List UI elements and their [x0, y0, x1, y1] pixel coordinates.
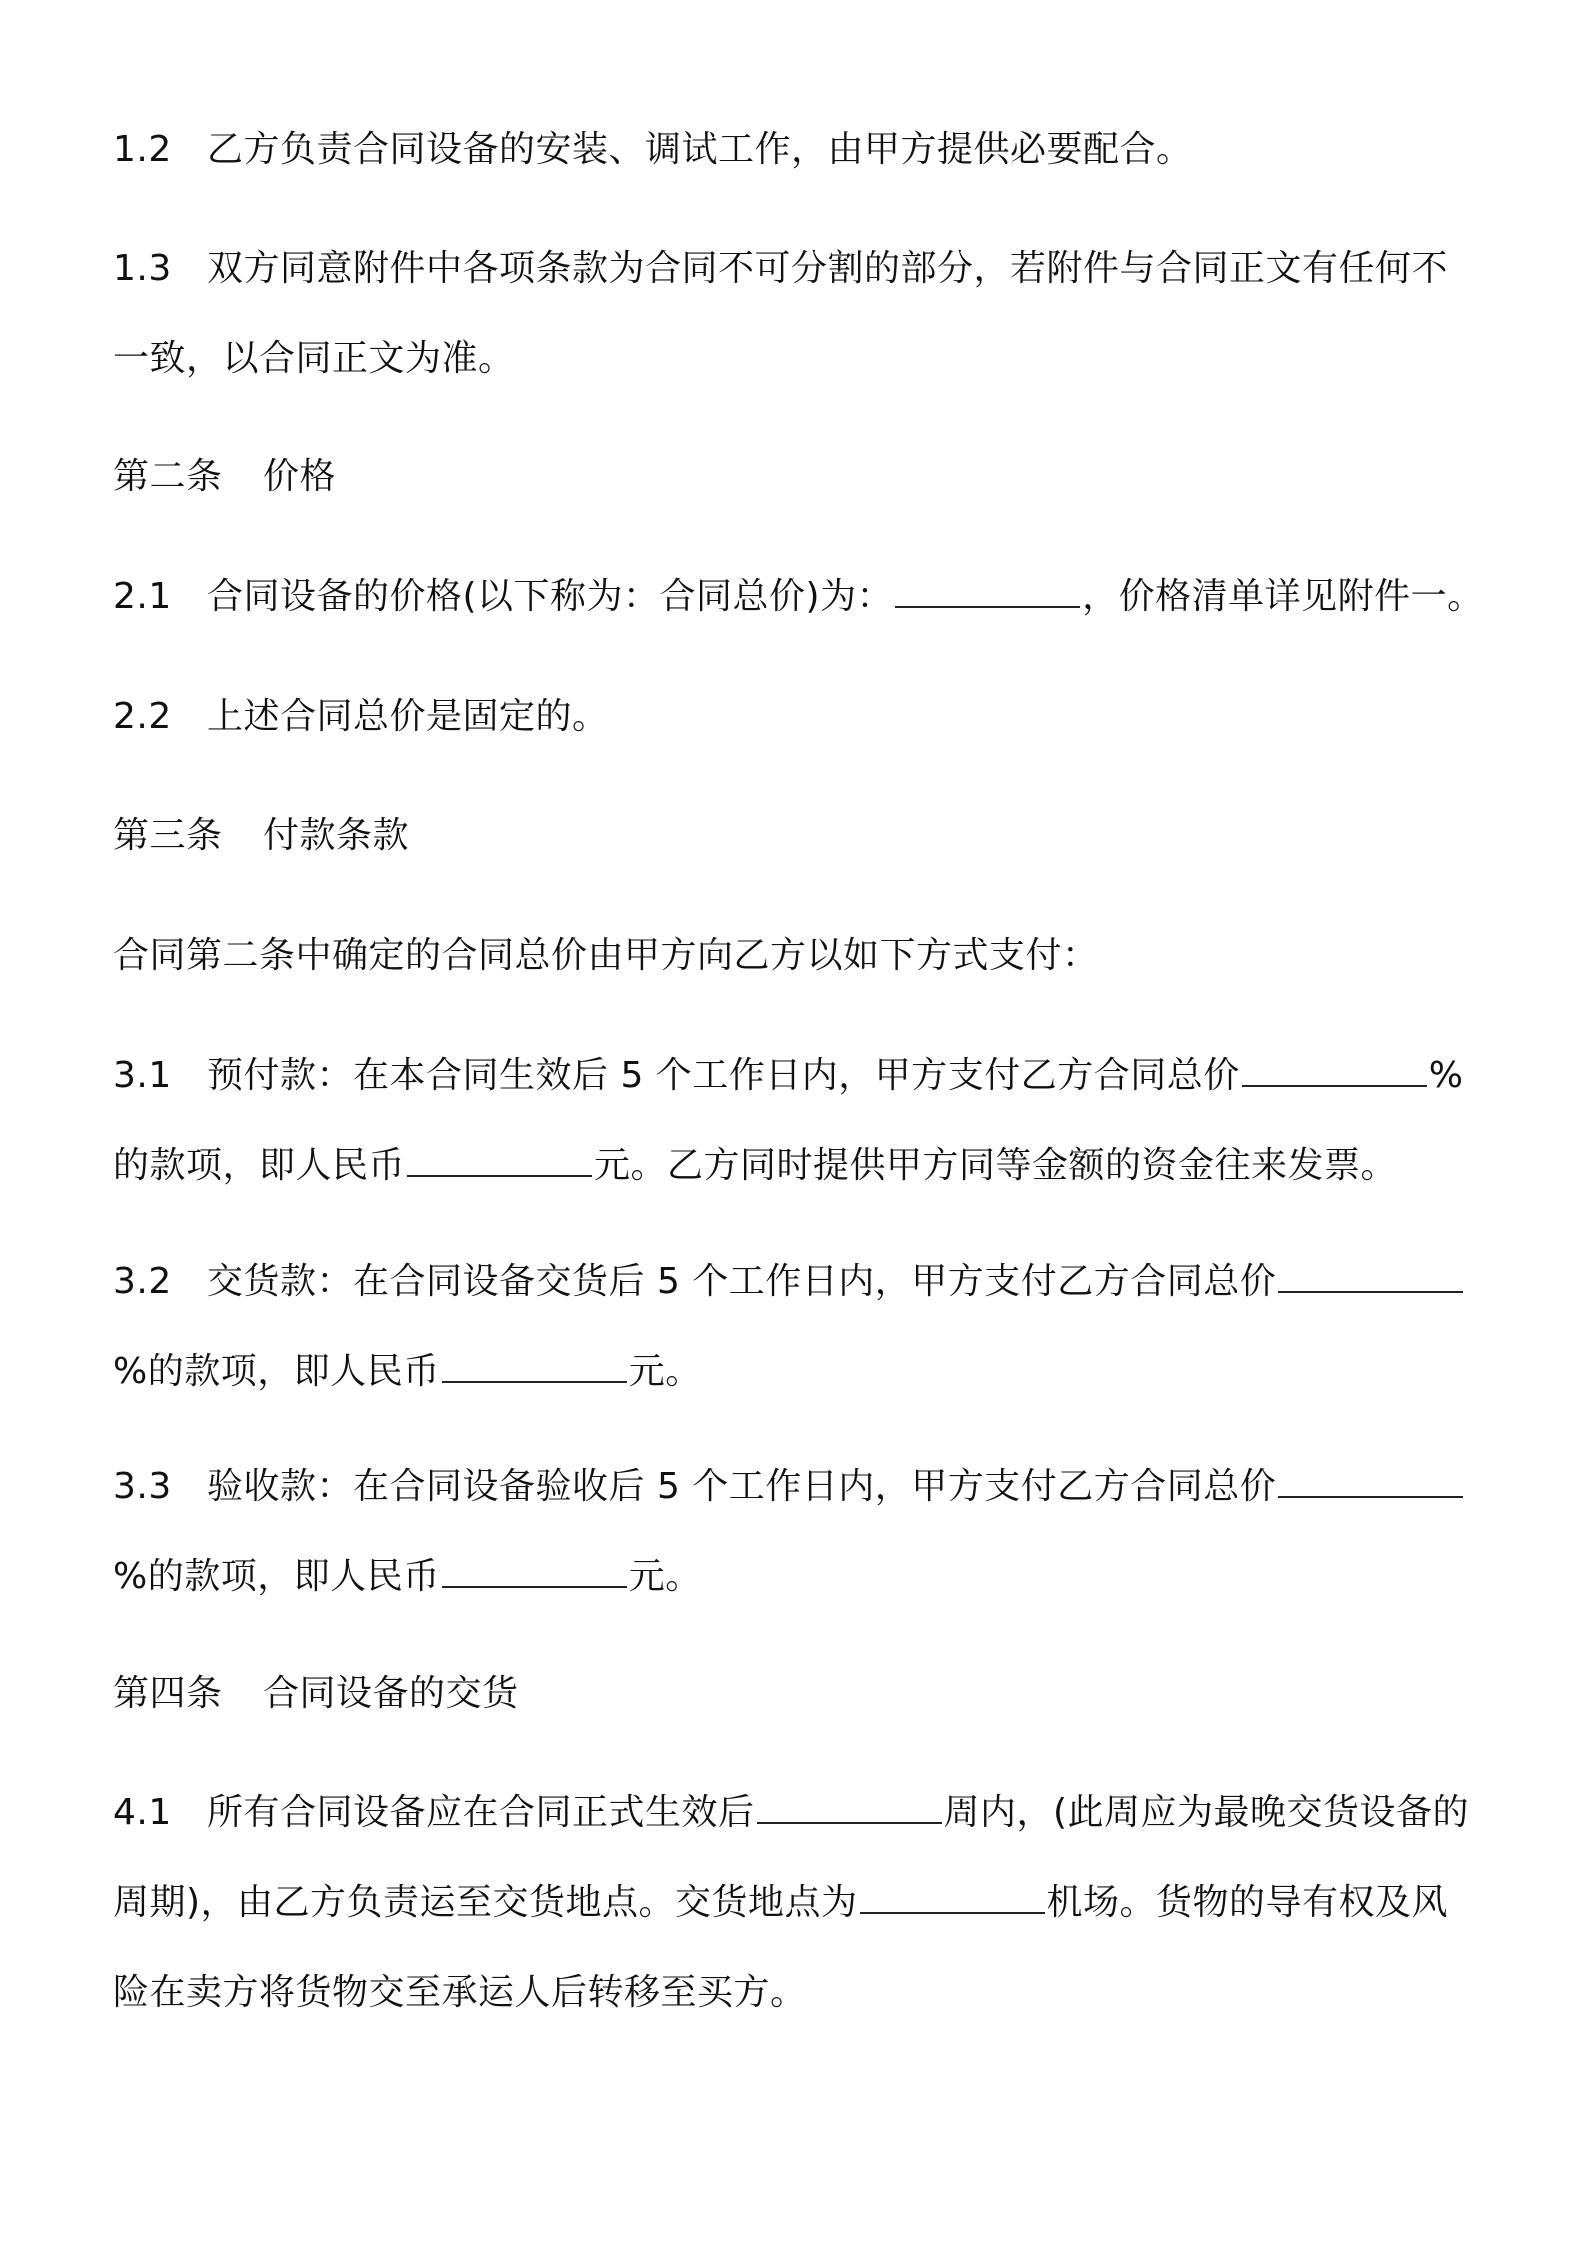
- clause-text-c: 元。: [628, 1556, 702, 1597]
- blank-weeks[interactable]: [757, 1820, 942, 1824]
- clause-3-1: [113, 1031, 1483, 1211]
- clause-3-3: [113, 1442, 1483, 1622]
- blank-amount[interactable]: [407, 1173, 592, 1177]
- blank-total-price[interactable]: [895, 604, 1080, 608]
- clause-4-1: [113, 1768, 1483, 2038]
- clause-3-2: [113, 1237, 1483, 1417]
- clause-text-c: 元。: [628, 1351, 702, 1392]
- clause-1-3: [113, 224, 1483, 404]
- article-title: 价格: [263, 456, 337, 497]
- article-number: 第三条: [113, 815, 223, 856]
- clause-number: 1.3: [113, 248, 172, 289]
- clause-1-2: [113, 105, 1483, 195]
- blank-percent[interactable]: [1278, 1289, 1463, 1293]
- clause-text-b: ，价格清单详见附件一。: [1082, 576, 1484, 617]
- article-title: 合同设备的交货: [263, 1673, 519, 1714]
- article-number: 第二条: [113, 456, 223, 497]
- clause-number: 2.1: [113, 576, 172, 617]
- clause-text-b: %的款项，即人民币: [113, 1055, 1464, 1186]
- clause-text-b: 周内，(此周应为最晚交货设备的周期)，由乙方负责运至交货地点。交货地点为: [113, 1792, 1470, 1923]
- clause-number: 4.1: [113, 1792, 172, 1833]
- clause-text-a: 合同设备的价格(以下称为：合同总价)为：: [207, 576, 894, 617]
- clause-text: 双方同意附件中各项条款为合同不可分割的部分，若附件与合同正文有任何不一致，以合同正文为准。: [113, 248, 1449, 379]
- clause-text: 上述合同总价是固定的。: [207, 696, 609, 737]
- clause-number: 2.2: [113, 696, 172, 737]
- clause-2-1: [113, 552, 1483, 642]
- clause-text-b: %的款项，即人民币: [113, 1556, 440, 1597]
- clause-2-2: [113, 672, 1483, 762]
- article-3-intro: [113, 911, 1483, 1001]
- clause-number: 3.3: [113, 1466, 172, 1507]
- article-title: 付款条款: [263, 815, 410, 856]
- clause-text: 乙方负责合同设备的安装、调试工作，由甲方提供必要配合。: [207, 129, 1193, 170]
- clause-text-c: 元。乙方同时提供甲方同等金额的资金往来发票。: [594, 1145, 1398, 1186]
- blank-amount[interactable]: [442, 1584, 627, 1588]
- intro-text: 合同第二条中确定的合同总价由甲方向乙方以如下方式支付：: [113, 935, 1099, 976]
- clause-text-a: 所有合同设备应在合同正式生效后: [207, 1792, 755, 1833]
- blank-percent[interactable]: [1278, 1494, 1463, 1498]
- clause-text-c: 机场。货物的导有权及风险在卖方将货物交至承运人后转移至买方。: [113, 1882, 1449, 2013]
- article-number: 第四条: [113, 1673, 223, 1714]
- article-2-heading: [113, 432, 1483, 522]
- clause-text-a: 交货款：在合同设备交货后 5 个工作日内，甲方支付乙方合同总价: [207, 1261, 1277, 1302]
- blank-delivery-location[interactable]: [860, 1910, 1045, 1914]
- clause-number: 1.2: [113, 129, 172, 170]
- clause-text-a: 预付款：在本合同生效后 5 个工作日内，甲方支付乙方合同总价: [207, 1055, 1240, 1096]
- blank-amount[interactable]: [442, 1379, 627, 1383]
- clause-text-a: 验收款：在合同设备验收后 5 个工作日内，甲方支付乙方合同总价: [207, 1466, 1277, 1507]
- clause-text-b: %的款项，即人民币: [113, 1351, 440, 1392]
- clause-number: 3.1: [113, 1055, 172, 1096]
- clause-number: 3.2: [113, 1261, 172, 1302]
- article-3-heading: [113, 791, 1483, 881]
- blank-percent[interactable]: [1242, 1083, 1427, 1087]
- article-4-heading: [113, 1649, 1483, 1739]
